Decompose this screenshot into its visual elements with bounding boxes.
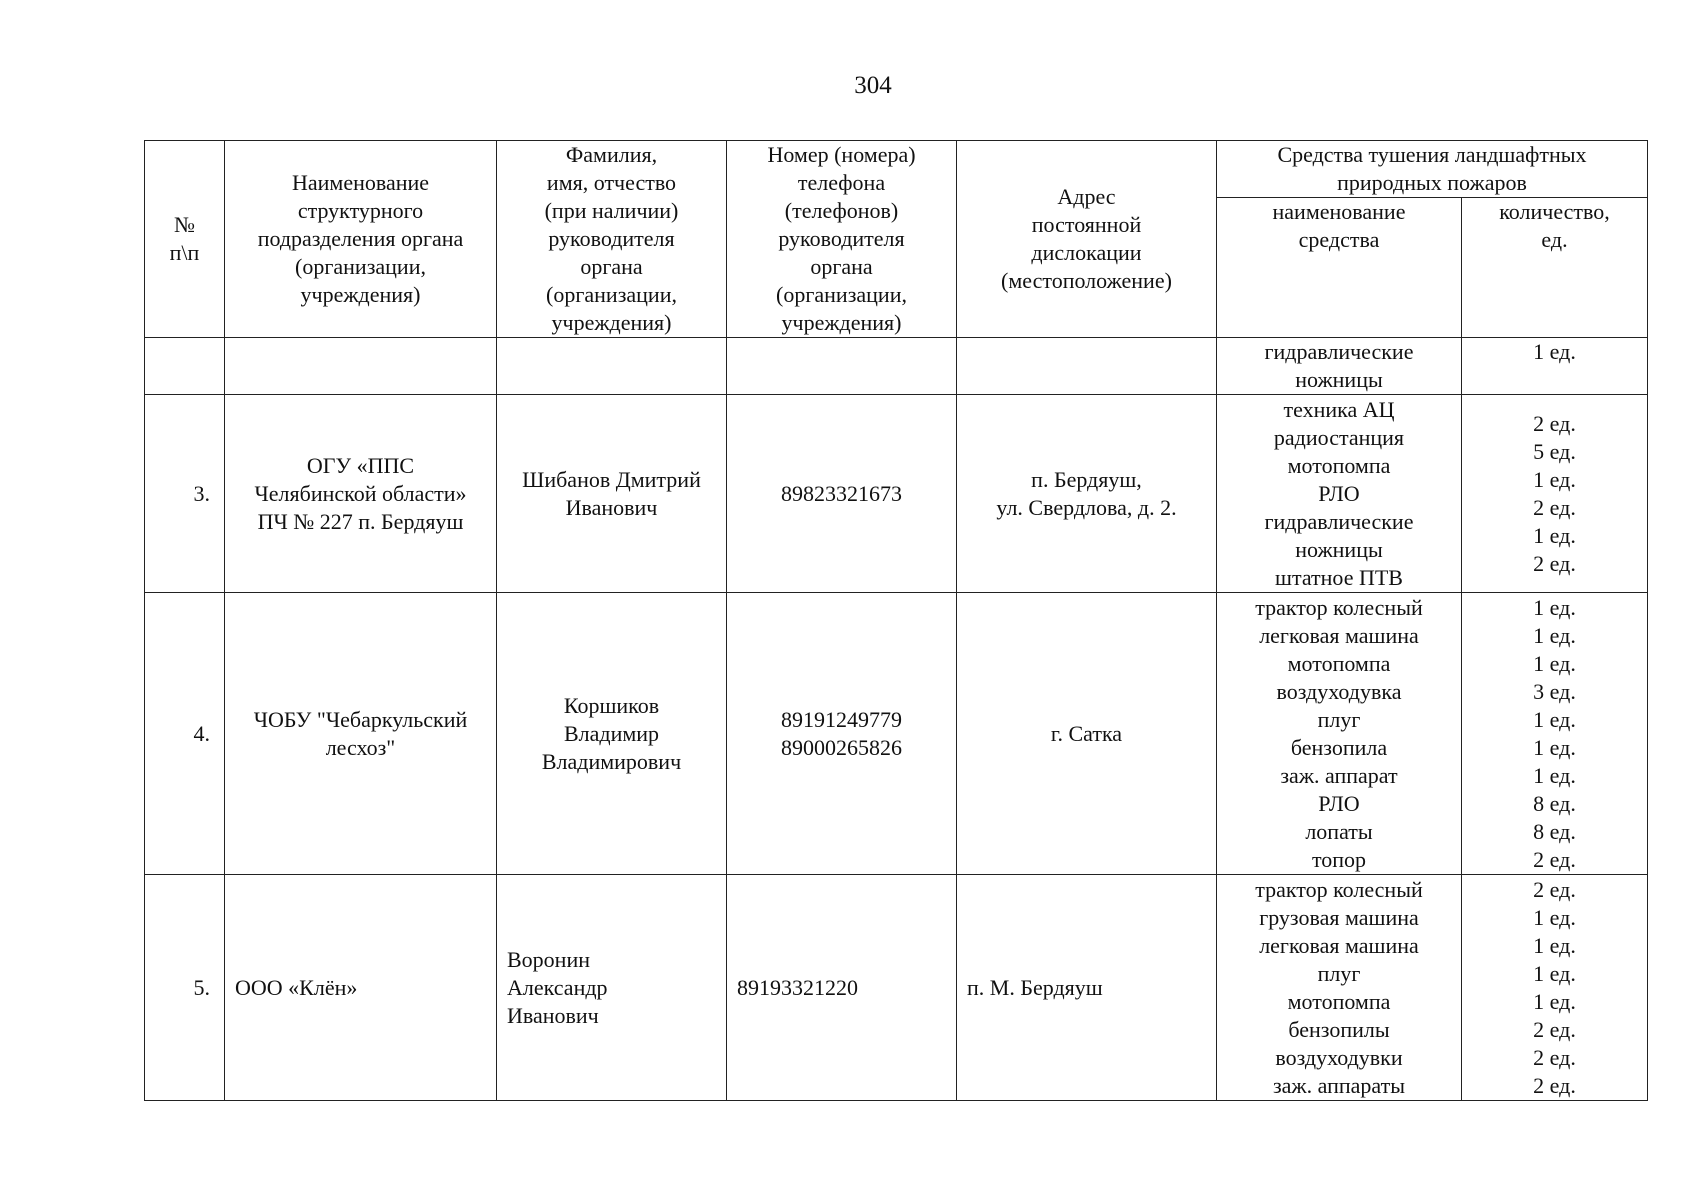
phone-line: 89191249779 bbox=[781, 706, 902, 732]
means-item: топор bbox=[1311, 846, 1367, 872]
cell-address bbox=[957, 593, 1217, 875]
header-phone-line: учреждения) bbox=[781, 310, 902, 335]
table-row bbox=[145, 875, 1648, 1101]
means-item: мотопомпа bbox=[1287, 988, 1391, 1014]
means-item: бензопила bbox=[1290, 734, 1388, 760]
cell-num bbox=[145, 338, 225, 395]
header-head bbox=[497, 141, 727, 338]
qty-item: 2 ед. bbox=[1533, 876, 1576, 902]
header-means-name-line: средства bbox=[1298, 227, 1380, 252]
means-item: плуг bbox=[1317, 960, 1361, 986]
means-item: гидравлические bbox=[1264, 339, 1414, 364]
cell-num: 3. bbox=[145, 395, 225, 593]
cell-qty bbox=[1462, 593, 1648, 875]
qty-item: 1 ед. bbox=[1533, 988, 1576, 1014]
means-item: заж. аппараты bbox=[1272, 1072, 1406, 1098]
head-line: Коршиков bbox=[563, 692, 660, 718]
means-item: РЛО bbox=[1318, 480, 1360, 506]
header-phone bbox=[727, 141, 957, 338]
header-address-line: Адрес bbox=[1057, 184, 1116, 209]
means-item: штатное ПТВ bbox=[1275, 564, 1403, 590]
cell-unit bbox=[225, 593, 497, 875]
means-item: ножницы bbox=[1295, 367, 1383, 392]
cell-num: 4. bbox=[145, 593, 225, 875]
qty-item: 2 ед. bbox=[1533, 1044, 1576, 1070]
header-num-line: п\п bbox=[169, 240, 200, 265]
means-item: заж. аппарат bbox=[1280, 762, 1398, 788]
qty-item: 2 ед. bbox=[1533, 494, 1576, 520]
unit-line: Челябинской области» bbox=[254, 480, 467, 506]
header-head-line: (организации, bbox=[546, 282, 677, 307]
means-item: трактор колесный bbox=[1255, 876, 1423, 902]
means-item: радиостанция bbox=[1273, 424, 1405, 450]
header-head-line: органа bbox=[580, 254, 643, 279]
header-num bbox=[145, 141, 225, 338]
phone-line: 89823321673 bbox=[781, 480, 902, 506]
header-address-line: (местоположение) bbox=[1001, 268, 1172, 293]
head-line: Шибанов Дмитрий bbox=[522, 466, 701, 492]
qty-item: 1 ед. bbox=[1533, 622, 1576, 648]
address-line: ул. Свердлова, д. 2. bbox=[996, 494, 1177, 520]
means-item: техника АЦ bbox=[1283, 396, 1395, 422]
qty-item: 1 ед. bbox=[1533, 932, 1576, 958]
header-unit-line: Наименование bbox=[291, 170, 430, 195]
head-line: Владимирович bbox=[541, 748, 682, 774]
header-unit-line: структурного bbox=[297, 198, 424, 223]
header-means-qty-line: количество, bbox=[1499, 199, 1610, 224]
means-item: ножницы bbox=[1295, 536, 1383, 562]
header-phone-line: Номер (номера) bbox=[767, 142, 916, 167]
qty-item: 8 ед. bbox=[1533, 790, 1576, 816]
cell-unit bbox=[225, 875, 497, 1101]
header-unit bbox=[225, 141, 497, 338]
qty-item: 5 ед. bbox=[1533, 438, 1576, 464]
page-number: 304 bbox=[854, 72, 892, 99]
cell-unit bbox=[225, 395, 497, 593]
header-phone-line: руководителя bbox=[778, 226, 905, 251]
unit-line: ООО «Клён» bbox=[235, 974, 358, 1000]
means-item: трактор колесный bbox=[1255, 594, 1423, 620]
cell-address bbox=[957, 395, 1217, 593]
header-means-name bbox=[1217, 198, 1462, 338]
header-means-qty bbox=[1462, 198, 1648, 338]
header-head-line: Фамилия, bbox=[565, 142, 658, 167]
cell-means bbox=[1217, 875, 1462, 1101]
cell-qty bbox=[1462, 875, 1648, 1101]
qty-item: 1 ед. bbox=[1533, 466, 1576, 492]
means-item: бензопилы bbox=[1288, 1016, 1390, 1042]
table-row bbox=[145, 338, 1648, 395]
head-line: Иванович bbox=[507, 1002, 599, 1028]
qty-item: 1 ед. bbox=[1533, 904, 1576, 930]
head-line: Воронин bbox=[507, 946, 590, 972]
cell-address bbox=[957, 338, 1217, 395]
head-line: Александр bbox=[507, 974, 608, 1000]
means-item: РЛО bbox=[1318, 790, 1360, 816]
means-item: гидравлические bbox=[1264, 508, 1414, 534]
qty-item: 1 ед. bbox=[1533, 706, 1576, 732]
qty-item: 2 ед. bbox=[1533, 410, 1576, 436]
qty-item: 1 ед. bbox=[1533, 522, 1576, 548]
address-line: п. Бердяуш, bbox=[1031, 466, 1142, 492]
header-address bbox=[957, 141, 1217, 338]
header-phone-line: (организации, bbox=[776, 282, 907, 307]
header-unit-line: учреждения) bbox=[300, 282, 421, 307]
means-item: легковая машина bbox=[1259, 932, 1419, 958]
means-item: мотопомпа bbox=[1287, 650, 1391, 676]
qty-item: 1 ед. bbox=[1533, 960, 1576, 986]
resources-table bbox=[144, 140, 1648, 1101]
qty-item: 1 ед. bbox=[1533, 762, 1576, 788]
cell-num: 5. bbox=[145, 875, 225, 1101]
qty-item: 2 ед. bbox=[1533, 550, 1576, 576]
means-item: грузовая машина bbox=[1259, 904, 1419, 930]
cell-unit bbox=[225, 338, 497, 395]
cell-phone bbox=[727, 593, 957, 875]
header-address-line: дислокации bbox=[1031, 240, 1142, 265]
header-phone-line: (телефонов) bbox=[784, 198, 899, 223]
cell-address bbox=[957, 875, 1217, 1101]
qty-item: 1 ед. bbox=[1533, 734, 1576, 760]
header-unit-line: подразделения органа bbox=[257, 226, 464, 251]
header-head-line: учреждения) bbox=[551, 310, 672, 335]
qty-item: 2 ед. bbox=[1533, 846, 1576, 872]
qty-item: 8 ед. bbox=[1533, 818, 1576, 844]
means-item: воздуходувки bbox=[1275, 1044, 1403, 1070]
header-means-group-line: Средства тушения ландшафтных bbox=[1277, 142, 1587, 167]
header-head-line: имя, отчество bbox=[546, 170, 677, 195]
cell-means bbox=[1217, 593, 1462, 875]
header-unit-line: (организации, bbox=[295, 254, 426, 279]
header-phone-line: телефона bbox=[797, 170, 886, 195]
header-phone-line: органа bbox=[810, 254, 873, 279]
qty-item: 1 ед. bbox=[1533, 594, 1576, 620]
header-head-line: (при наличии) bbox=[544, 198, 679, 223]
phone-line: 89193321220 bbox=[737, 974, 858, 1000]
cell-head bbox=[497, 593, 727, 875]
means-item: лопаты bbox=[1305, 818, 1373, 844]
header-means-group-line: природных пожаров bbox=[1337, 170, 1527, 195]
header-row-1 bbox=[145, 141, 1648, 198]
table-row bbox=[145, 395, 1648, 593]
qty-item: 3 ед. bbox=[1533, 678, 1576, 704]
header-num-line: № bbox=[174, 212, 195, 237]
header-means-name-line: наименование bbox=[1272, 199, 1406, 224]
unit-line: лесхоз" bbox=[325, 734, 396, 760]
table-row bbox=[145, 593, 1648, 875]
qty-item: 2 ед. bbox=[1533, 1072, 1576, 1098]
cell-head bbox=[497, 395, 727, 593]
address-line: п. М. Бердяуш bbox=[967, 974, 1103, 1000]
cell-means bbox=[1217, 338, 1462, 395]
cell-phone bbox=[727, 395, 957, 593]
header-means-group bbox=[1217, 141, 1648, 198]
unit-line: ЧОБУ "Чебаркульский bbox=[253, 706, 468, 732]
phone-line: 89000265826 bbox=[781, 734, 902, 760]
qty-item: 2 ед. bbox=[1533, 1016, 1576, 1042]
cell-head bbox=[497, 875, 727, 1101]
cell-head bbox=[497, 338, 727, 395]
means-item: мотопомпа bbox=[1287, 452, 1391, 478]
header-head-line: руководителя bbox=[548, 226, 675, 251]
head-line: Владимир bbox=[563, 720, 660, 746]
cell-means bbox=[1217, 395, 1462, 593]
header-address-line: постоянной bbox=[1031, 212, 1142, 237]
means-item: воздуходувка bbox=[1276, 678, 1402, 704]
means-item: плуг bbox=[1317, 706, 1361, 732]
address-line: г. Сатка bbox=[1050, 720, 1123, 746]
cell-qty bbox=[1462, 338, 1648, 395]
cell-qty bbox=[1462, 395, 1648, 593]
qty-item: 1 ед. bbox=[1533, 339, 1576, 364]
unit-line: ОГУ «ППС bbox=[306, 452, 415, 478]
header-means-qty-line: ед. bbox=[1541, 227, 1568, 252]
head-line: Иванович bbox=[565, 494, 658, 520]
unit-line: ПЧ № 227 п. Бердяуш bbox=[257, 508, 464, 534]
cell-phone bbox=[727, 338, 957, 395]
qty-item: 1 ед. bbox=[1533, 650, 1576, 676]
cell-phone bbox=[727, 875, 957, 1101]
means-item: легковая машина bbox=[1259, 622, 1419, 648]
